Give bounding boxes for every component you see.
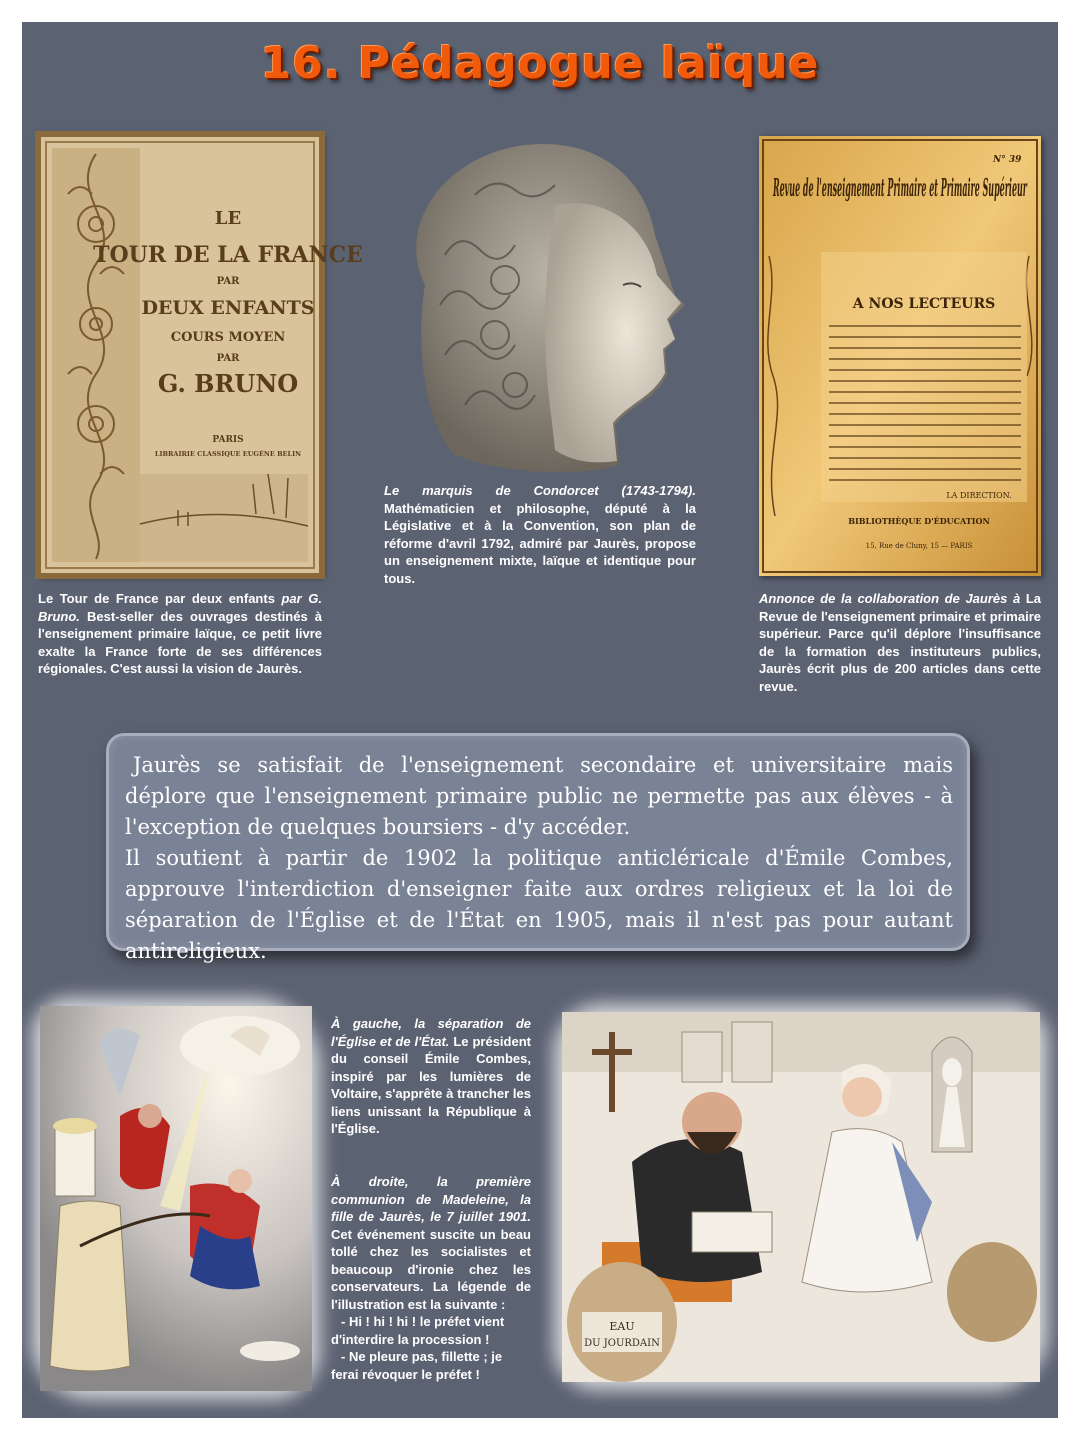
svg-text:15, Rue de Cluny, 15 — PARIS: 15, Rue de Cluny, 15 — PARIS xyxy=(865,542,973,550)
communion-caption xyxy=(331,1173,531,1383)
svg-text:EAU: EAU xyxy=(609,1320,635,1333)
main-paragraph-2: Il soutient à partir de 1902 la politique anticléricale d'Émile Combes, approuve l'interdiction d'enseigner faite aux ordres religieux et la loi de séparation de l'Église et de l'État en 1905, mais il n'est pas pour autant antireligieux. xyxy=(125,846,953,963)
svg-text:BIBLIOTHÈQUE D'ÉDUCATION: BIBLIOTHÈQUE D'ÉDUCATION xyxy=(848,516,990,526)
communion-caption-title: À droite, la première communion de Madeleine, la fille de Jaurès, le 7 juillet 1901. xyxy=(331,1174,531,1224)
svg-text:PAR: PAR xyxy=(216,353,240,364)
svg-text:PARIS: PARIS xyxy=(212,435,244,445)
svg-text:PAR: PAR xyxy=(216,276,240,287)
tour-de-france-cover-image xyxy=(38,134,363,576)
revue-enseignement-cover-image xyxy=(759,136,1041,576)
svg-text:COURS MOYEN: COURS MOYEN xyxy=(170,330,286,345)
tour-de-france-caption-text: Best-seller des ouvrages destinés à l'enseignement primaire laïque, ce petit livre exalte la France forte de ses différences régionales. C'est aussi la vision de Jaurès. xyxy=(38,608,322,676)
svg-text:Revue de l'enseignement Primai: Revue de l'enseignement Primaire et Primaire Supérieur xyxy=(772,173,1028,202)
svg-text:DEUX ENFANTS: DEUX ENFANTS xyxy=(141,297,315,319)
revue-caption xyxy=(759,590,1041,695)
communion-quote-1: - Hi ! hi ! hi ! le préfet vient d'interdire la procession ! xyxy=(331,1314,505,1347)
communion-caption-text: Cet événement suscite un beau tollé chez les socialistes et beaucoup d'ironie chez les conservateurs. La légende de l'illustration est la suivante : xyxy=(331,1226,531,1312)
separation-caption-text: Le président du conseil Émile Combes, inspiré par les lumières de Voltaire, s'apprête à trancher les liens unissant la République à l'Église. xyxy=(331,1033,531,1136)
svg-text:A NOS LECTEURS: A NOS LECTEURS xyxy=(852,296,996,312)
condorcet-caption-text: Mathématicien et philosophe, député à la Législative et à la Convention, son plan de réforme d'avril 1792, admiré par Jaurès, propose un enseignement mixte, laïque et identique pour tous. xyxy=(384,500,696,586)
tour-de-france-caption xyxy=(38,590,322,678)
separation-caption-title: À gauche, la séparation de l'Église et de l'État. xyxy=(331,1016,531,1049)
svg-text:N° 39: N° 39 xyxy=(993,155,1022,165)
svg-text:LE: LE xyxy=(214,208,242,229)
page-title: 16. Pédagogue laïque xyxy=(260,38,820,89)
svg-text:DU JOURDAIN: DU JOURDAIN xyxy=(584,1338,660,1349)
svg-text:LIBRAIRIE CLASSIQUE EUGÈNE BEL: LIBRAIRIE CLASSIQUE EUGÈNE BELIN xyxy=(154,450,302,458)
separation-caption xyxy=(331,1015,531,1138)
svg-text:TOUR DE LA FRANCE: TOUR DE LA FRANCE xyxy=(93,242,363,268)
revue-caption-text: La Revue de l'enseignement primaire et primaire supérieur. Parce qu'il déplore l'insuffisance de la formation des instituteurs publics, Jaurès écrit plus de 200 articles dans cette revue. xyxy=(759,591,1041,694)
communion-quote-2: - Ne pleure pas, fillette ; je ferai révoquer le préfet ! xyxy=(331,1349,503,1382)
communion-caricature-image xyxy=(562,1012,1040,1382)
condorcet-caption-title: Le marquis de Condorcet (1743-1794). xyxy=(384,483,696,498)
tour-de-france-caption-author: par G. Bruno. xyxy=(38,591,322,624)
separation-caricature-image xyxy=(40,1006,312,1391)
svg-text:G. BRUNO: G. BRUNO xyxy=(157,369,299,398)
tour-de-france-caption-title: Le Tour de France par deux enfants xyxy=(38,591,275,606)
main-text-box xyxy=(106,733,970,963)
condorcet-caption xyxy=(384,482,696,587)
main-paragraph-1: Jaurès se satisfait de l'enseignement secondaire et universitaire mais déplore que l'enseignement primaire public ne permette pas aux élèves - à l'exception de quelques boursiers - d'y accéder. xyxy=(125,753,953,839)
condorcet-portrait-image xyxy=(385,135,695,480)
svg-text:LA DIRECTION.: LA DIRECTION. xyxy=(946,491,1012,500)
revue-caption-title: Annonce de la collaboration de Jaurès à xyxy=(759,591,1021,606)
